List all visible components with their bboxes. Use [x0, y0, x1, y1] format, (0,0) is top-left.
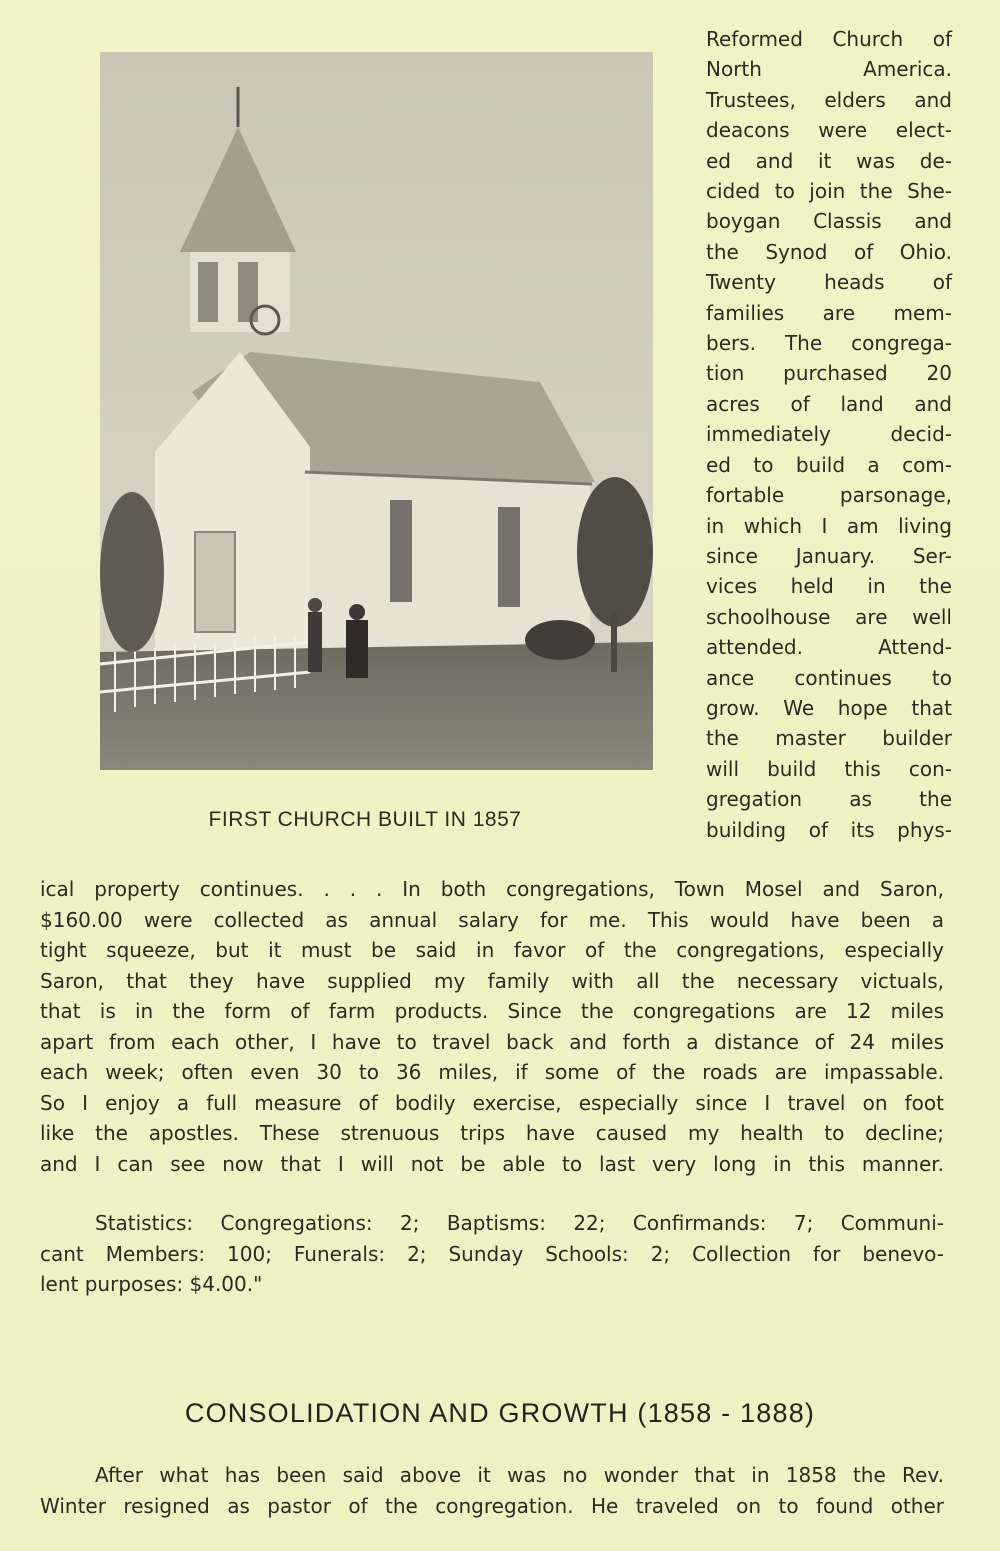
- text-line: will build this con-: [706, 756, 952, 781]
- text-line: the master builder: [706, 726, 952, 751]
- text-line: schoolhouse are well: [706, 604, 952, 629]
- text-line: attended. Attend-: [706, 635, 952, 660]
- text-line: immediately decid-: [706, 422, 952, 447]
- text-line: ance continues to: [706, 665, 952, 690]
- church-photo: [100, 52, 653, 770]
- text-line: lent purposes: $4.00.": [40, 1272, 263, 1296]
- text-line: fortable parsonage,: [706, 483, 952, 508]
- text-line: North America.: [706, 57, 952, 82]
- text-line: Winter resigned as pastor of the congregation. He traveled on to found other: [40, 1493, 944, 1518]
- text-line: After what has been said above it was no wonder that in 1858 the Rev.: [95, 1463, 944, 1487]
- text-line: and I can see now that I will not be able to last very long in this manner.: [40, 1151, 944, 1176]
- text-line: So I enjoy a full measure of bodily exercise, especially since I travel on foot: [40, 1090, 944, 1115]
- text-line: vices held in the: [706, 574, 952, 599]
- church-illustration: [100, 52, 653, 770]
- text-line: tion purchased 20: [706, 361, 952, 386]
- section-heading: CONSOLIDATION AND GROWTH (1858 - 1888): [184, 1398, 816, 1428]
- paragraph-continued: [40, 874, 944, 1179]
- text-line: ical property continues. . . . In both congregations, Town Mosel and Saron,: [40, 877, 944, 901]
- text-line: apart from each other, I have to travel back and forth a distance of 24 miles: [40, 1029, 944, 1054]
- text-line: cant Members: 100; Funerals: 2; Sunday Schools: 2; Collection for benevo-: [40, 1241, 944, 1266]
- text-line: since January. Ser-: [706, 543, 952, 568]
- text-line: cided to join the She-: [706, 179, 952, 204]
- text-line: $160.00 were collected as annual salary for me. This would have been a: [40, 907, 944, 932]
- text-line: acres of land and: [706, 391, 952, 416]
- text-line: like the apostles. These strenuous trips have caused my health to decline;: [40, 1121, 944, 1145]
- text-line: in which I am living: [706, 513, 952, 538]
- right-column-text: [706, 24, 952, 845]
- text-line: Twenty heads of: [706, 270, 952, 295]
- statistics-paragraph: [40, 1208, 944, 1300]
- text-line: Trustees, elders and: [706, 87, 952, 112]
- text-line: families are mem-: [706, 300, 952, 325]
- text-line: tight squeeze, but it must be said in favor of the congregations, especially: [40, 938, 944, 962]
- text-line: Saron, that they have supplied my family with all the necessary victuals,: [40, 968, 944, 993]
- text-line: grow. We hope that: [706, 695, 952, 720]
- text-line: gregation as the: [706, 787, 952, 812]
- text-line: Statistics: Congregations: 2; Baptisms: 22; Confirmands: 7; Communi-: [95, 1211, 944, 1235]
- text-line: ed and it was de-: [706, 148, 952, 173]
- text-line: that is in the form of farm products. Since the congregations are 12 miles: [40, 999, 944, 1023]
- text-line: the Synod of Ohio.: [706, 239, 952, 264]
- text-line: bers. The congrega-: [706, 331, 952, 356]
- text-line: building of its phys-: [706, 817, 952, 842]
- text-line: ed to build a com-: [706, 452, 952, 477]
- photo-caption: FIRST CHURCH BUILT IN 1857: [208, 808, 522, 831]
- text-line: boygan Classis and: [706, 209, 952, 234]
- text-line: each week; often even 30 to 36 miles, if some of the roads are impassable.: [40, 1060, 944, 1084]
- text-line: Reformed Church of: [706, 27, 952, 51]
- section-paragraph: [40, 1460, 944, 1521]
- text-line: deacons were elect-: [706, 118, 952, 143]
